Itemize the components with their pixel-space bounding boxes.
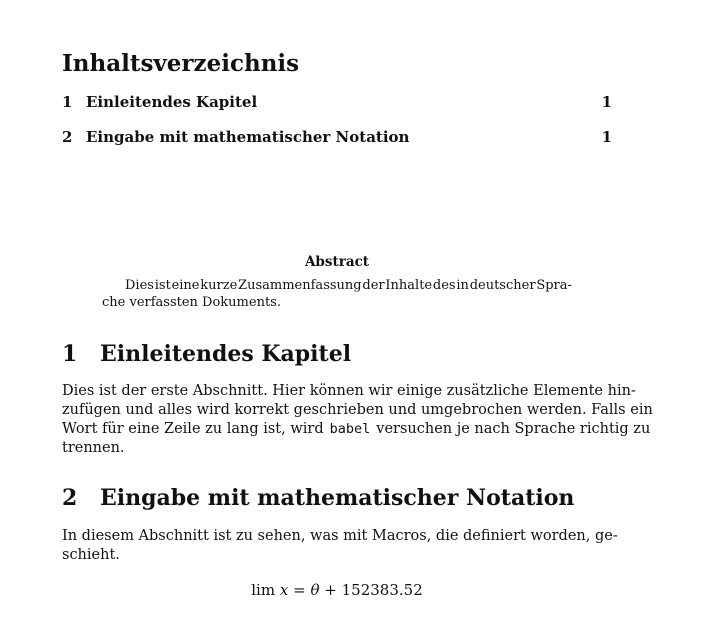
abstract-word: ist — [154, 278, 171, 293]
toc-entry-title: Eingabe mit mathematischer Notation — [86, 128, 410, 146]
toc-entry-number: 2 — [62, 128, 73, 146]
abstract-line: che verfassten Dokuments. — [102, 295, 281, 310]
abstract-word: des — [432, 278, 456, 293]
paragraph-line: In diesem Abschnitt ist zu sehen, was mit Macros, die definiert worden, ge- — [62, 528, 618, 544]
paragraph-line: Dies ist der erste Abschnitt. Hier können wir einige zusätzliche Elemente hin- — [62, 383, 636, 399]
section-heading — [62, 341, 351, 367]
paragraph-line: trennen. — [62, 440, 125, 456]
section-title: Eingabe mit mathematischer Notation — [100, 485, 575, 511]
abstract-word: eine — [171, 278, 200, 293]
abstract-word: der — [362, 278, 385, 293]
toc-entry[interactable] — [62, 128, 612, 146]
equation-equals: = — [293, 581, 306, 599]
code-text: babel — [329, 421, 371, 437]
paragraph-line — [62, 421, 651, 437]
paragraph-text: versuchen je nach Sprache richtig zu — [376, 421, 651, 437]
abstract-word: Inhalte — [385, 278, 433, 293]
abstract-word: kurze — [200, 278, 238, 293]
section-number: 1 — [62, 341, 78, 367]
abstract-title: Abstract — [304, 254, 370, 270]
abstract-word: Spra- — [536, 278, 572, 293]
equation — [0, 581, 674, 599]
paragraph-text: Wort für eine Zeile zu lang ist, wird — [62, 421, 324, 437]
toc-entry-number: 1 — [62, 93, 73, 111]
equation-variable: x — [279, 581, 289, 599]
abstract-word: Zusammenfassung — [238, 278, 362, 293]
toc-entry-page: 1 — [601, 93, 612, 111]
abstract-word: deutscher — [469, 278, 536, 293]
section-title: Einleitendes Kapitel — [100, 341, 352, 367]
toc-title: Inhaltsverzeichnis — [62, 50, 300, 77]
section-number: 2 — [62, 485, 78, 511]
paragraph-line: schieht. — [62, 547, 120, 563]
equation-number: 152383.52 — [341, 581, 423, 599]
toc-entry[interactable] — [62, 93, 612, 111]
equation-plus: + — [324, 581, 337, 599]
abstract-word: Dies — [125, 278, 154, 293]
equation-lim: lim — [251, 581, 276, 599]
abstract-line — [125, 278, 572, 293]
paragraph-line: zufügen und alles wird korrekt geschrieben und umgebrochen werden. Falls ein — [62, 402, 653, 418]
abstract-word: in — [456, 278, 469, 293]
toc-entry-title: Einleitendes Kapitel — [86, 93, 258, 111]
section-heading — [62, 485, 574, 511]
toc-entry-page: 1 — [601, 128, 612, 146]
equation-theta: θ — [310, 581, 320, 599]
